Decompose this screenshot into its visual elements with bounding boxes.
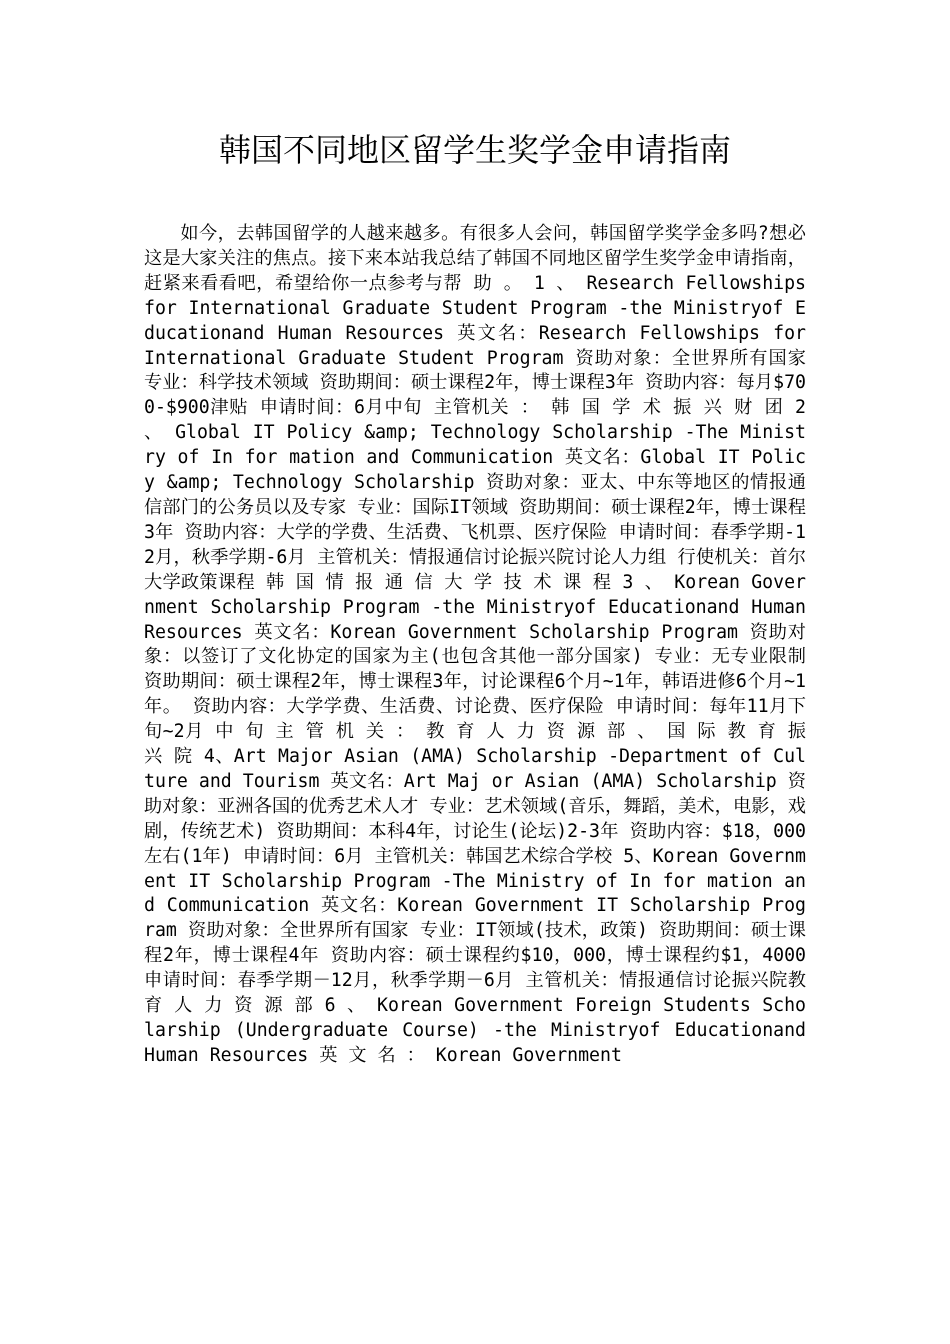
document-body-text: 如今，去韩国留学的人越来越多。有很多人会问，韩国留学奖学金多吗?想必这是大家关注的焦点。接下来本站我总结了韩国不同地区留学生奖学金申请指南，赶紧来看看吧，希望给你一点参考与帮 助 。 1 、 Research Fellowships for International Graduate Student Program -the Ministryof Educationand Human Resources 英文名：Research Fellowships for International Graduate Student Program 资助对象：全世界所有国家 专业：科学技术领域 资助期间：硕士课程2年，博士课程3年 资助内容：每月$700-$900津贴 申请时间：6月中旬 主管机关 ： 韩 国 学 术 振 兴 财 团 2 、 Global IT Policy &amp; Technology Scholarship -The Ministry of In for mation and Communication 英文名：Global IT Policy &amp; Technology Scholarship 资助对象：亚太、中东等地区的情报通信部门的公务员以及专家 专业：国际IT领域 资助期间：硕士课程2年，博士课程3年 资助内容：大学的学费、生活费、飞机票、医疗保险 申请时间：春季学期-12月，秋季学期-6月 主管机关：情报通信讨论振兴院讨论人力组 行使机关：首尔大学政策课程 韩 国 情 报 通 信 大 学 技 术 课 程 3 、 Korean Government Scholarship Program -the Ministryof Educationand Human Resources 英文名：Korean Government Scholarship Program 资助对象：以签订了文化协定的国家为主(也包含其他一部分国家) 专业：无专业限制 资助期间：硕士课程2年，博士课程3年，讨论课程6个月~1年，韩语进修6个月~1年。 资助内容：大学学费、生活费、讨论费、医疗保险 申请时间：每年11月下旬~2月 中 旬 主 管 机 关 ： 教 育 人 力 资 源 部 、 国 际 教 育 振 兴 院 4、Art Major Asian (AMA) Scholarship -Department of Culture and Tourism 英文名：Art Maj or Asian (AMA) Scholarship 资助对象：亚洲各国的优秀艺术人才 专业：艺术领域(音乐，舞蹈，美术，电影，戏剧，传统艺术) 资助期间：本科4年，讨论生(论坛)2-3年 资助内容：$18，000左右(1年) 申请时间：6月 主管机关：韩国艺术综合学校 5、Korean Government IT Scholarship Program -The Ministry of In for mation and Communication 英文名：Korean Government IT Scholarship Program 资助对象：全世界所有国家 专业：IT领域(技术，政策) 资助期间：硕士课程2年，博士课程4年 资助内容：硕士课程约$10，000，博士课程约$1，4000 申请时间：春季学期－12月，秋季学期－6月 主管机关：情报通信讨论振兴院教 育 人 力 资 源 部 6 、 Korean Government Foreign Students Scholarship (Undergraduate Course) -the Ministryof Educationand Human Resources 英 文 名 ： Korean Government [144, 223, 806, 1066]
document-title: 韩国不同地区留学生奖学金申请指南 [218, 131, 731, 169]
